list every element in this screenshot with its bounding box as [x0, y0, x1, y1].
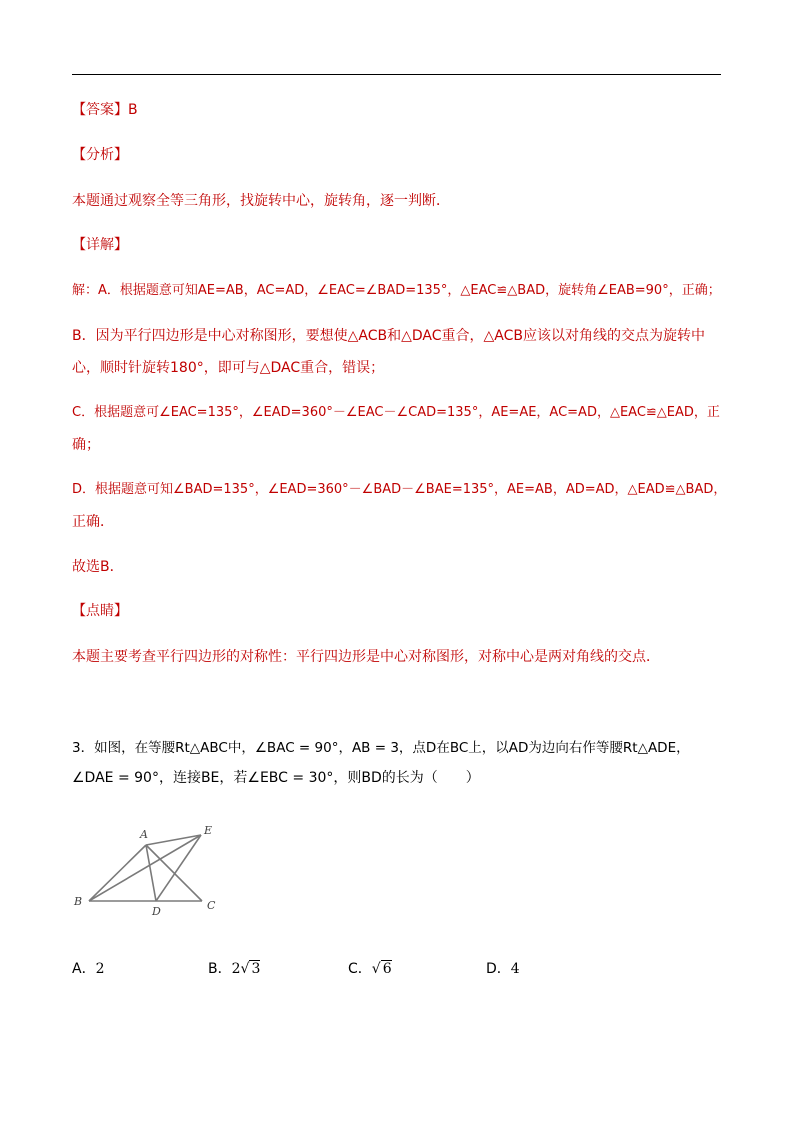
analysis-label: 【分析】 — [72, 147, 128, 163]
label-d: D — [152, 905, 161, 918]
question-line1: 3．如图，在等腰Rt△ABC中，∠BAC = 90°，AB = 3，点D在BC上，以AD为边向右作等腰Rt△ADE， — [72, 740, 690, 756]
choice-c-radicand: 6 — [382, 961, 392, 977]
answer-label: 【答案】 — [72, 102, 128, 118]
analysis-text: 本题通过观察全等三角形，找旋转中心，旋转角，逐一判断． — [72, 193, 450, 209]
segment-de — [156, 835, 201, 901]
header-rule — [72, 74, 721, 75]
choice-a-value: 2 — [95, 961, 105, 977]
label-b: B — [74, 895, 83, 908]
detail-option-c-line2: 确； — [72, 437, 100, 453]
choice-a[interactable] — [72, 959, 105, 979]
detail-option-d-line2: 正确． — [72, 514, 114, 530]
choice-a-letter: A． — [72, 961, 96, 977]
choice-b-radicand: 3 — [251, 961, 261, 977]
comment-text: 本题主要考查平行四边形的对称性：平行四边形是中心对称图形，对称中心是两对角线的交点． — [72, 649, 660, 665]
choice-b[interactable] — [208, 959, 260, 979]
detail-option-a: 解：A．根据题意可知AE=AB，AC=AD，∠EAC=∠BAD=135°，△EAC≌△BAD，旋转角∠EAB=90°，正确； — [72, 283, 721, 298]
detail-option-b-line2: 心，顺时针旋转180°，即可与△DAC重合，错误； — [72, 360, 385, 376]
conclusion: 故选B． — [72, 559, 124, 575]
answer-line — [72, 100, 138, 120]
geometry-figure — [68, 818, 228, 920]
choice-b-letter: B． — [208, 961, 232, 977]
choice-d-value: 4 — [510, 961, 520, 977]
label-e: E — [204, 824, 213, 837]
detail-label: 【详解】 — [72, 237, 128, 253]
detail-option-b-line1: B．因为平行四边形是中心对称图形，要想使△ACB和△DAC重合，△ACB应该以对角线的交点为旋转中 — [72, 328, 705, 344]
answer-value: B — [128, 102, 138, 118]
choice-d[interactable] — [486, 959, 520, 979]
choice-d-letter: D． — [486, 961, 511, 977]
choice-c[interactable] — [348, 959, 392, 979]
comment-label: 【点睛】 — [72, 603, 128, 619]
choice-b-coefficient: 2 — [231, 961, 241, 977]
label-c: C — [207, 899, 216, 912]
sqrt-icon: √ — [240, 961, 250, 977]
detail-option-c-line1: C．根据题意可∠EAC=135°，∠EAD=360°－∠EAC－∠CAD=135°，AE=AE，AC=AD，△EAC≌△EAD，正 — [72, 405, 720, 420]
detail-option-d-line1: D．根据题意可知∠BAD=135°，∠EAD=360°－∠BAD－∠BAE=135°，AE=AB，AD=AD，△EAD≌△BAD， — [72, 482, 727, 497]
sqrt-icon: √ — [371, 961, 381, 977]
label-a: A — [140, 828, 148, 841]
question-line2: ∠DAE = 90°，连接BE，若∠EBC = 30°，则BD的长为（ ） — [72, 770, 480, 786]
choice-c-letter: C． — [348, 961, 372, 977]
